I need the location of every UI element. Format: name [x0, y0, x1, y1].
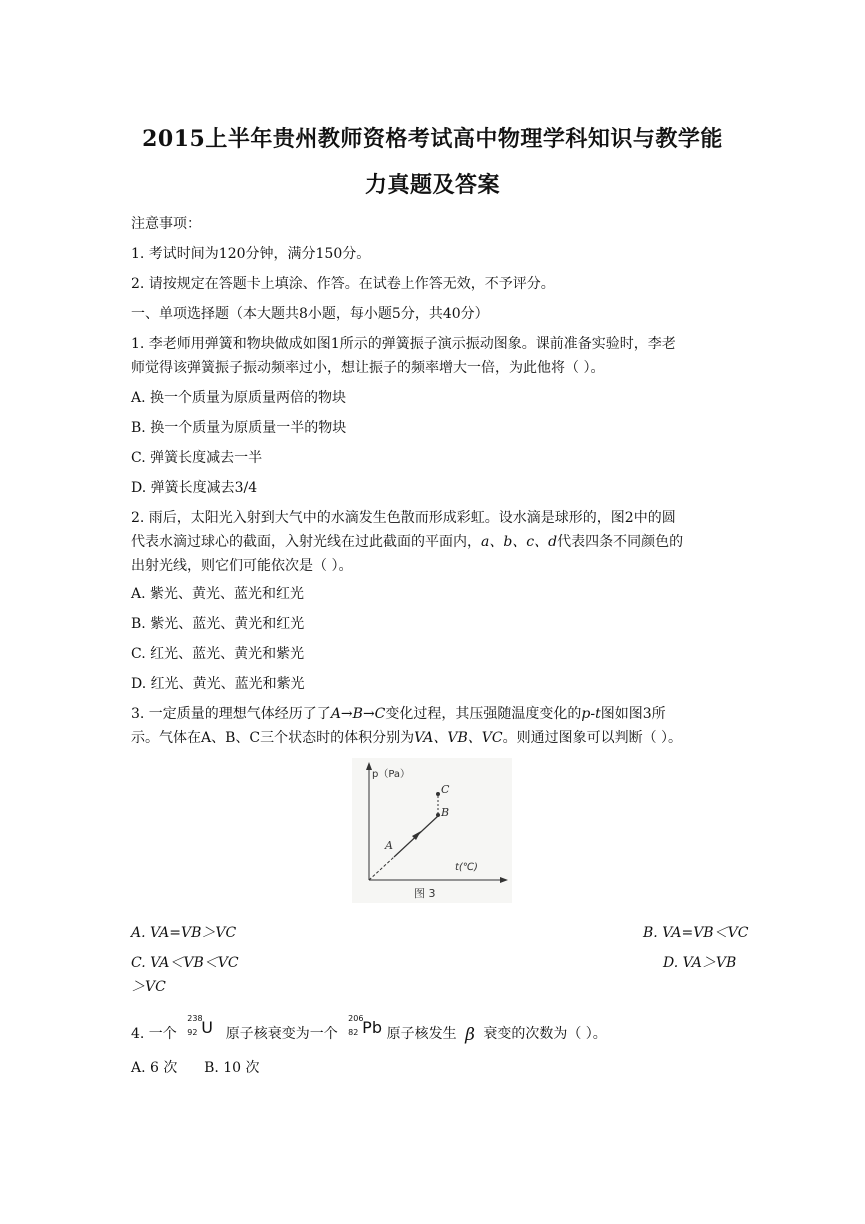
q3-option-d-continued: ＞VC [131, 979, 166, 995]
y-axis-label: p（Pa） [372, 769, 411, 780]
q2-stem-line3: 出射光线，则它们可能依次是（ ）。 [131, 558, 353, 574]
lead-206-nuclide: 206 82 Pb [348, 1014, 382, 1037]
q1-stem-line2: 师觉得该弹簧振子振动频率过小，想让振子的频率增大一倍，为此他将（ ）。 [131, 360, 605, 376]
q2-stem-line1: 2. 雨后，太阳光入射到大气中的水滴发生色散而形成彩虹。设水滴是球形的，图2中的圆 [131, 510, 676, 526]
q1-option-b: B. 换一个质量为原质量一半的物块 [131, 420, 347, 436]
q1-stem-line1: 1. 李老师用弹簧和物块做成如图1所示的弹簧振子演示振动图象。课前准备实验时，李老 [131, 336, 676, 352]
uranium-238-nuclide: 238 92 U [187, 1014, 213, 1037]
figure-3-pt-graph [352, 758, 512, 903]
q3-option-b: B. VA=VB＜VC [643, 925, 749, 941]
beta-symbol: β [465, 1025, 475, 1045]
q3-stem-line2: 示。气体在A、B、C三个状态时的体积分别为VA、VB、VC。则通过图象可以判断（ ）。 [131, 730, 683, 746]
document-title-line1: 2015上半年贵州教师资格考试高中物理学科知识与教学能 [142, 126, 723, 152]
figure-caption: 图 3 [414, 887, 436, 900]
notice-heading: 注意事项： [131, 216, 201, 232]
point-b-label: B [441, 806, 450, 819]
point-c [436, 792, 440, 796]
q2-option-c: C. 红光、蓝光、黄光和紫光 [131, 646, 305, 662]
q1-option-c: C. 弹簧长度减去一半 [131, 450, 263, 466]
q4-stem: 4. 一个 238 92 U 原子核衰变为一个 206 82 Pb 原子核发生 β 衰变的次数为（ ）。 [131, 1014, 607, 1045]
q2-stem-line2: 代表水滴过球心的截面，入射光线在过此截面的平面内，a、b、c、d代表四条不同颜色的 [131, 534, 684, 550]
q1-option-d: D. 弹簧长度减去3/4 [131, 480, 258, 496]
q2-option-b: B. 紫光、蓝光、黄光和红光 [131, 616, 305, 632]
q3-option-c: C. VA＜VB＜VC [131, 955, 239, 971]
point-b [436, 813, 440, 817]
q3-option-a: A. VA=VB＞VC [131, 925, 237, 941]
q2-option-a: A. 紫光、黄光、蓝光和红光 [131, 586, 305, 602]
point-a-label: A [385, 839, 393, 852]
q4-options: A. 6 次 B. 10 次 [131, 1060, 260, 1076]
point-c-label: C [441, 783, 450, 796]
q1-option-a: A. 换一个质量为原质量两倍的物块 [131, 390, 347, 406]
q2-option-d: D. 红光、黄光、蓝光和紫光 [131, 676, 305, 692]
section-heading: 一、单项选择题（本大题共8小题，每小题5分，共40分） [131, 306, 489, 322]
q3-option-d: D. VA＞VB [663, 955, 737, 971]
q3-stem-line1: 3. 一定质量的理想气体经历了了A→B→C变化过程，其压强随温度变化的p-t图如图3所 [131, 706, 666, 722]
document-title-line2: 力真题及答案 [364, 172, 500, 198]
notice-item-1: 1. 考试时间为120分钟，满分150分。 [131, 246, 371, 262]
notice-item-2: 2. 请按规定在答题卡上填涂、作答。在试卷上作答无效，不予评分。 [131, 276, 555, 292]
x-axis-label: t(℃) [455, 862, 478, 873]
